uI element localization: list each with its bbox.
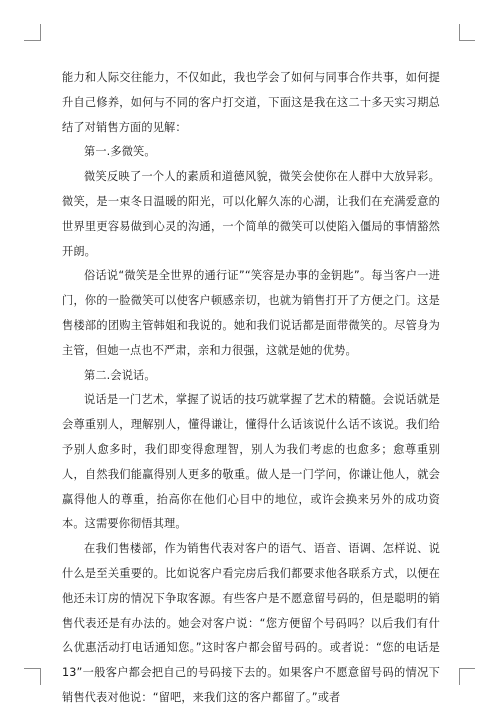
crop-mark-top-left-horizontal bbox=[24, 40, 40, 41]
crop-mark-top-right-horizontal bbox=[459, 40, 475, 41]
body-paragraph: 能力和人际交往能力，不仅如此，我也学会了如何与同事合作共事，如何提升自己修养，如何与不同的客户打交道，下面这是我在这二十多天实习期总结了对销售方面的见解： bbox=[62, 71, 440, 134]
crop-mark-bottom-right-vertical bbox=[459, 668, 460, 685]
crop-mark-bottom-right-horizontal bbox=[459, 668, 475, 669]
document-body bbox=[62, 66, 440, 711]
body-paragraph: 说话是一门艺术，掌握了说话的技巧就掌握了艺术的精髓。会说话就是会尊重别人，理解别人，懂得谦让，懂得什么话该说什么话不该说。我们给予别人愈多时，我们即变得愈理智，别人为我们考虑的也愈多；愈尊重别人，自然我们能赢得别人更多的敬重。做人是一门学问，你谦让他人，就会赢得他人的尊重，抬高你在他们心目中的地位，或许会换来另外的成功资本。这需要你彻悟其理。 bbox=[62, 393, 440, 531]
crop-mark-top-left-vertical bbox=[40, 24, 41, 41]
section-heading-speaking: 第二.会说话。 bbox=[84, 368, 156, 382]
section-heading-smile: 第一.多微笑。 bbox=[84, 145, 156, 159]
body-paragraph: 微笑反映了一个人的素质和道德风貌，微笑会使你在人群中大放异彩。微笑，是一束冬日温暖的阳光，可以化解久冻的心湖，让我们在充满爱意的世界里更容易做到心灵的沟通，一个简单的微笑可以使陷入僵局的事情豁然开朗。 bbox=[62, 170, 440, 258]
crop-mark-bottom-left-horizontal bbox=[24, 668, 40, 669]
body-paragraph: 在我们售楼部，作为销售代表对客户的语气、语音、语调、怎样说、说什么是至关重要的。比如说客户看完房后我们都要求他各联系方式，以便在他还未订房的情况下争取客源。有些客户是不愿意留号码的，但是聪明的销售代表还是有办法的。她会对客户说：“您方便留个号码吗？以后我们有什么优惠活动打电话通知您。”这时客户都会留号码的。或者说：“您的电话是13”一般客户都会把自己的号码接下去的。如果客户不愿意留号码的情况下销售代表对他说：“留吧，来我们这的客户都留了。”或者 bbox=[62, 542, 440, 704]
body-paragraph: 俗话说“微笑是全世界的通行证”“笑容是办事的金钥匙”。每当客户一进门，你的一脸微笑可以使客户顿感亲切，也就为销售打开了方便之门。这是售楼部的团购主管韩姐和我说的。她和我们说话都是面带微笑的。尽管身为主管，但她一点也不严肃，亲和力很强，这就是她的优势。 bbox=[62, 269, 440, 357]
crop-mark-top-right-vertical bbox=[459, 24, 460, 41]
crop-mark-bottom-left-vertical bbox=[40, 668, 41, 685]
